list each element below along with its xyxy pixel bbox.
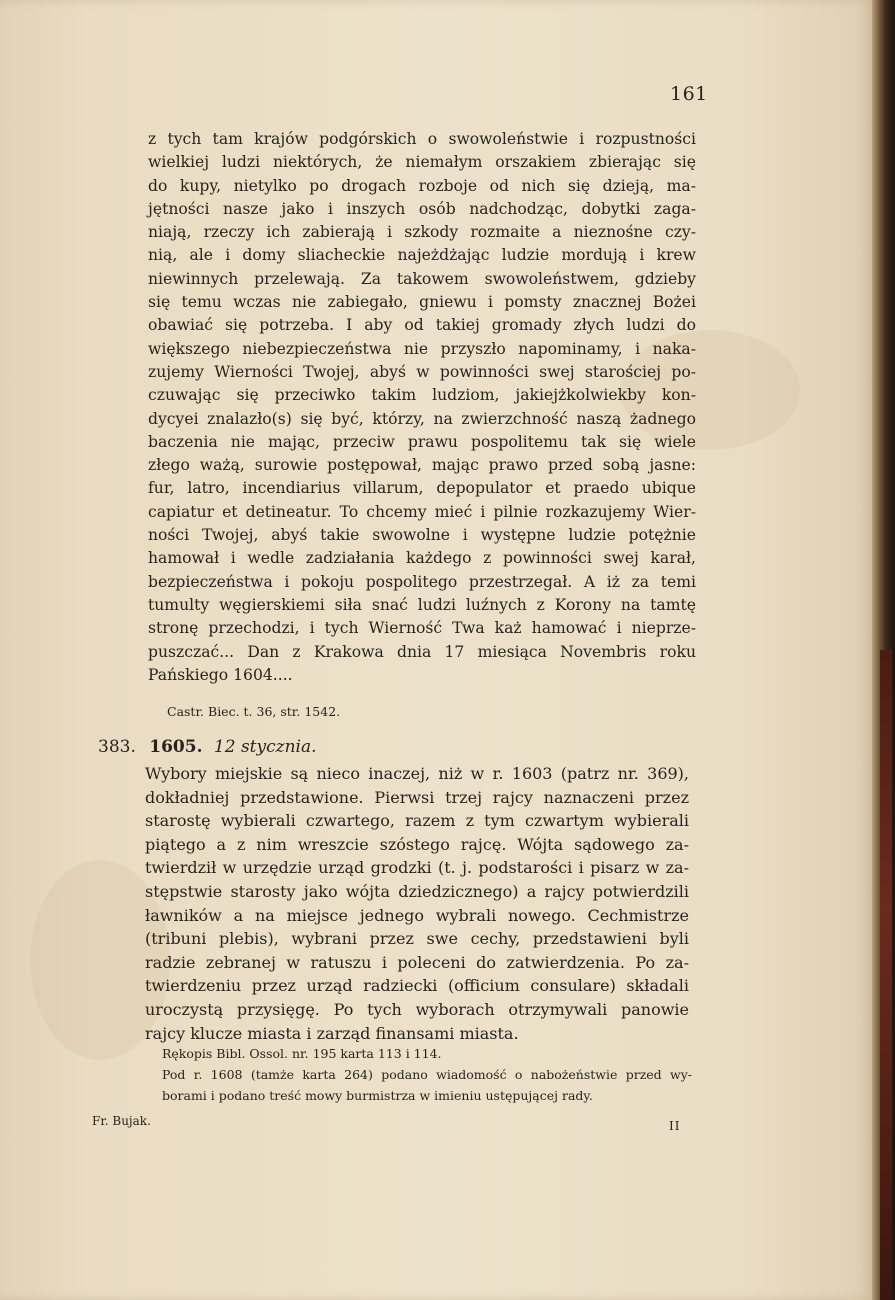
text-line: się temu wczas nie zabiegało, gniewu i pomsty znacznej Bożei [148, 293, 696, 312]
author-signature: Fr. Bujak. [92, 1114, 151, 1128]
text-line: twierdzeniu przez urząd radziecki (officium consulare) składali [145, 976, 689, 996]
source-citation: Castr. Biec. t. 36, str. 1542. [167, 704, 341, 719]
text-line: złego ważą, surowie postępował, mając prawo przed sobą jasne: [148, 456, 696, 475]
text-line: fur, latro, incendiarius villarum, depopulator et praedo ubique [148, 479, 696, 498]
page-number: 161 [670, 83, 708, 105]
entry-date: 12 stycznia. [213, 737, 317, 757]
text-line: (tribuni plebis), wybrani przez swe cechy, przedstawieni byli [145, 929, 689, 949]
text-line: dokładniej przedstawione. Pierwsi trzej rajcy naznaczeni przez [145, 787, 689, 807]
entry-notes [162, 1043, 692, 1106]
text-line: niają, rzeczy ich zabierają i szkody rozmaite a nieznośne czy- [148, 223, 696, 242]
text-line: baczenia nie mając, przeciw prawu pospolitemu tak się wiele [148, 432, 696, 451]
book-binding-edge [872, 0, 895, 1300]
text-line: do kupy, nietylko po drogach rozboje od nich się dzieją, ma- [148, 176, 696, 195]
continued-text [148, 128, 696, 687]
text-line: jętności nasze jako i inszych osób nadchodząc, dobytki zaga- [148, 199, 696, 218]
text-line: capiatur et detineatur. To chcemy mieć i pilnie rozkazujemy Wier- [148, 502, 696, 521]
text-line: dycyei znalazło(s) się być, którzy, na zwierzchność naszą żadnego [148, 409, 696, 428]
note-line: Rękopis Bibl. Ossol. nr. 195 karta 113 i 114. [162, 1046, 442, 1061]
text-line: bezpieczeństwa i pokoju pospolitego przestrzegał. A iż za temi [148, 572, 696, 591]
entry-text [145, 762, 689, 1045]
text-line: Wybory miejskie są nieco inaczej, niż w r. 1603 (patrz nr. 369), [145, 764, 689, 783]
text-line: stronę przechodzi, i tych Wierność Twa każ hamować i nieprze- [148, 619, 696, 638]
text-line: stępstwie starosty jako wójta dziedzicznego) a rajcy potwierdzili [145, 881, 689, 901]
text-line: Pańskiego 1604.... [148, 665, 293, 684]
entry-number: 383. [98, 737, 136, 757]
text-line: twierdził w urzędzie urząd grodzki (t. j. podstarości i pisarz w za- [145, 858, 689, 878]
text-line: z tych tam krajów podgórskich o swowoleństwie i rozpustności [148, 130, 696, 148]
text-line: hamował i wedle zadziałania każdego z powinności swej karał, [148, 549, 696, 568]
entry-year: 1605. [149, 737, 203, 757]
text-line: czuwając się przeciwko takim ludziom, jakiejżkolwiekby kon- [148, 386, 696, 405]
text-line: rajcy klucze miasta i zarząd finansami miasta. [145, 1023, 519, 1043]
text-line: tumulty węgierskiemi siła snać ludzi luźnych z Korony na tamtę [148, 595, 696, 614]
text-line: uroczystą przysięgę. Po tych wyborach otrzymywali panowie [145, 999, 689, 1019]
signature-mark: II [669, 1119, 681, 1133]
text-line: większego niebezpieczeństwa nie przyszło napominamy, i naka- [148, 339, 696, 358]
text-line: obawiać się potrzeba. I aby od takiej gromady złych ludzi do [148, 316, 696, 335]
text-line: starostę wybierali czwartego, razem z tym czwartym wybierali [145, 811, 689, 831]
note-line: Pod r. 1608 (tamże karta 264) podano wiadomość o nabożeństwie przed wy- [162, 1067, 692, 1082]
text-line: wielkiej ludzi niektórych, że niemałym orszakiem zbierając się [148, 153, 696, 172]
entry-heading [98, 737, 317, 757]
text-line: radzie zebranej w ratuszu i poleceni do zatwierdzenia. Po za- [145, 952, 689, 972]
text-line: puszczać... Dan z Krakowa dnia 17 miesiąca Novembris roku [148, 642, 696, 661]
text-line: ławników a na miejsce jednego wybrali nowego. Cechmistrze [145, 905, 689, 925]
text-line: zujemy Wierności Twojej, abyś w powinności swej starościej po- [148, 362, 696, 381]
text-line: niewinnych przelewają. Za takowem swowoleństwem, gdzieby [148, 269, 696, 288]
text-line: ności Twojej, abyś takie swowolne i występne ludzie potężnie [148, 526, 696, 545]
text-line: piątego a z nim wreszcie szóstego rajcę. Wójta sądowego za- [145, 834, 689, 854]
note-line: borami i podano treść mowy burmistrza w imieniu ustępującej rady. [162, 1088, 593, 1103]
text-line: nią, ale i domy sliacheckie najeżdżając ludzie mordują i krew [148, 246, 696, 265]
